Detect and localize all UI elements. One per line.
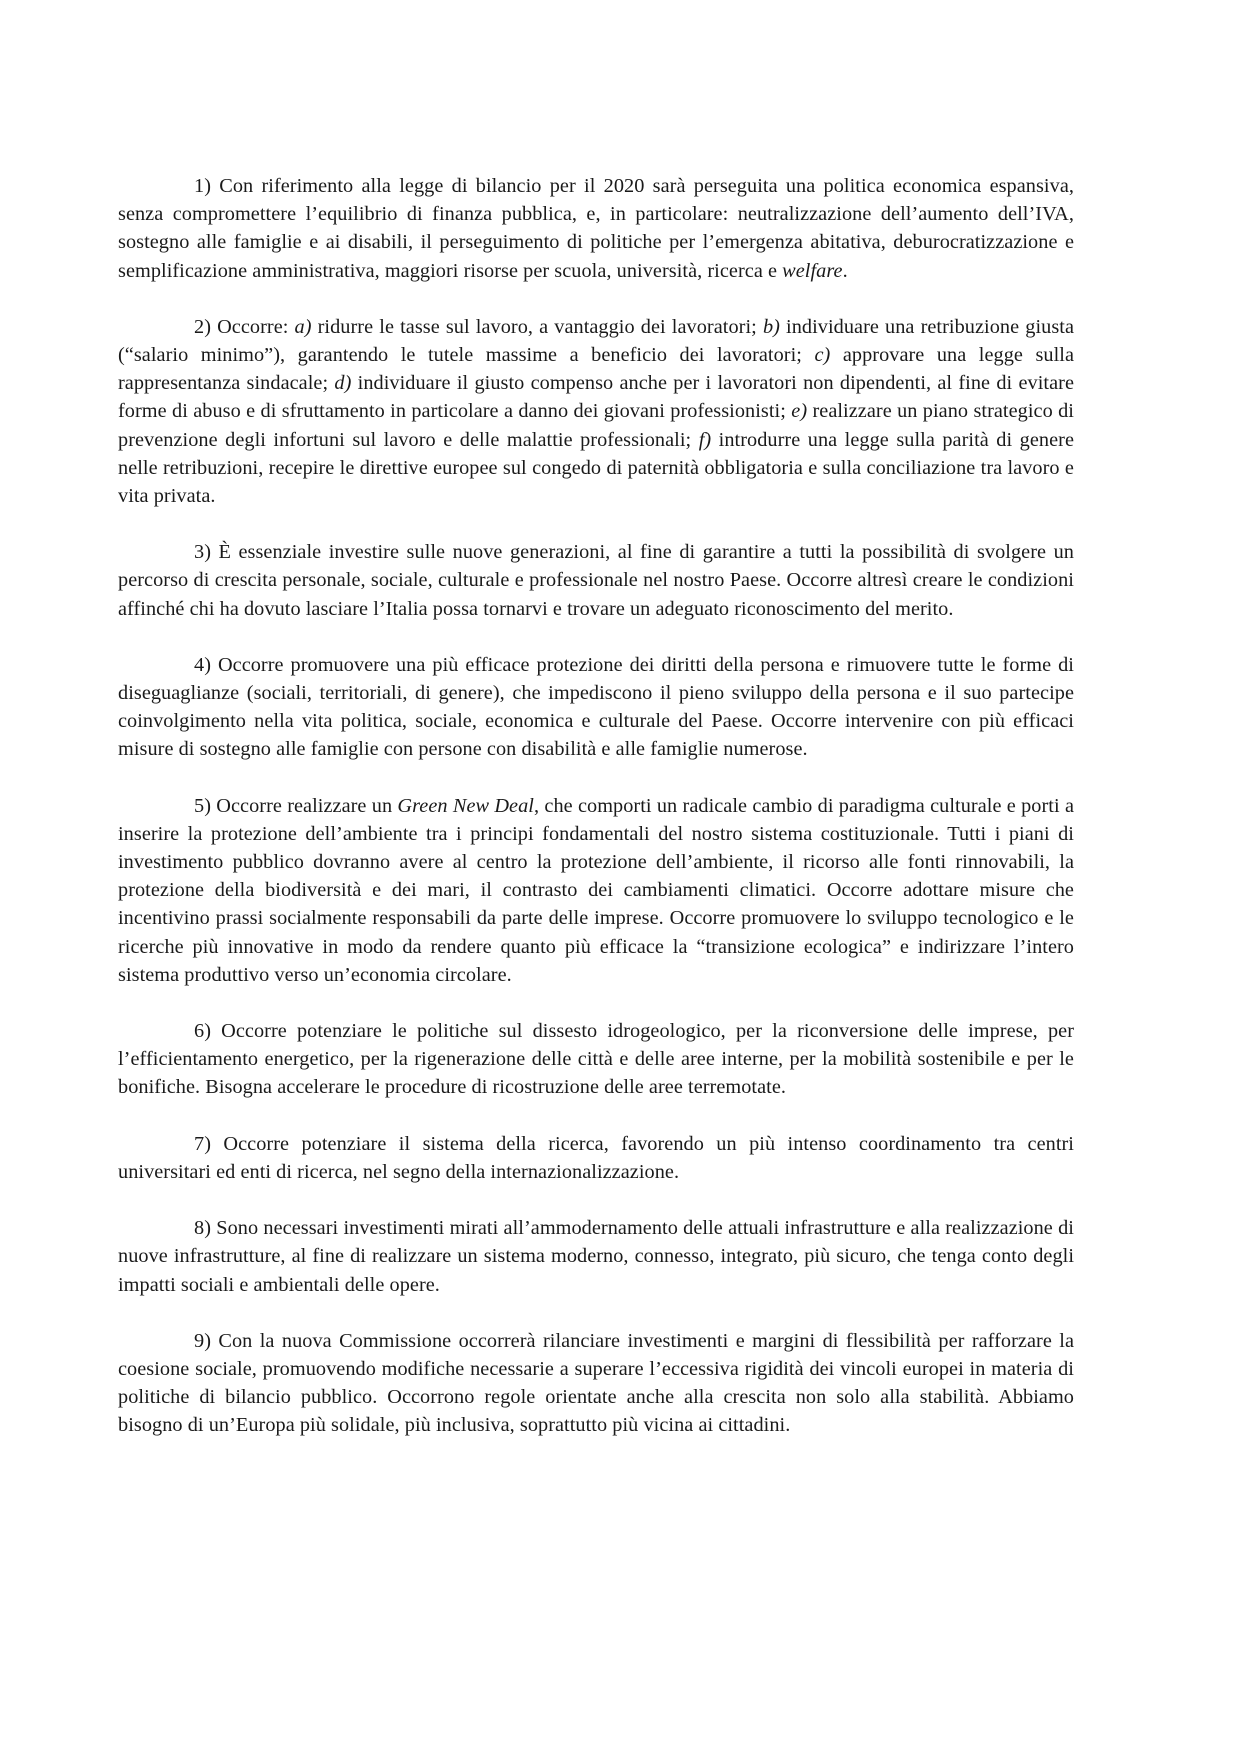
italic-text-run: Green New Deal bbox=[397, 794, 534, 817]
text-run: , che comporti un radicale cambio di paradigma culturale e porti a inserire la protezione dell’ambiente tra i principi fondamentali del nostro sistema costituzionale. Tutti i piani di investimento pubblico dovranno avere al centro la protezione dell’ambiente, il ricorso alle fonti rinnovabili, la protezione della biodiversità e dei mari, il contrasto dei cambiamenti climatici. Occorre adottare misure che incentivino prassi socialmente responsabili da parte delle imprese. Occorre promuovere lo sviluppo tecnologico e le ricerche più innovative in modo da rendere quanto più efficace la “transizione ecologica” e indirizzare l’intero sistema produttivo verso un’economia circolare. bbox=[118, 794, 1074, 986]
text-run: 8) Sono necessari investimenti mirati all’ammodernamento delle attuali infrastrutture e alla realizzazione di nuove infrastrutture, al fine di realizzare un sistema moderno, connesso, integrato, più sicuro, che tenga conto degli impatti sociali e ambientali delle opere. bbox=[118, 1217, 1074, 1296]
text-run: 2) Occorre: bbox=[194, 315, 295, 338]
text-run: realizzare un piano strategico di prevenzione degli infortuni sul lavoro e delle malattie professionali; bbox=[118, 400, 1074, 451]
paragraph-6 bbox=[118, 1017, 1074, 1102]
italic-text-run: b) bbox=[762, 315, 780, 338]
paragraph-4 bbox=[118, 651, 1074, 764]
text-run: 3) È essenziale investire sulle nuove generazioni, al fine di garantire a tutti la possibilità di svolgere un percorso di crescita personale, sociale, culturale e professionale nel nostro Paese. Occorre altresì creare le condizioni affinché chi ha dovuto lasciare l’Italia possa tornarvi e trovare un adeguato riconoscimento del merito. bbox=[118, 541, 1074, 620]
paragraph-8 bbox=[118, 1214, 1074, 1299]
text-run: 5) Occorre realizzare un bbox=[194, 794, 398, 817]
italic-text-run: a) bbox=[294, 315, 312, 338]
text-run: . bbox=[842, 259, 848, 282]
paragraph-2 bbox=[118, 313, 1074, 510]
text-run: 7) Occorre potenziare il sistema della ricerca, favorendo un più intenso coordinamento tra centri universitari ed enti di ricerca, nel segno della internazionalizzazione. bbox=[118, 1132, 1074, 1183]
italic-text-run: e) bbox=[791, 400, 808, 423]
text-run: individuare una retribuzione giusta (“salario minimo”), garantendo le tutele massime a beneficio dei lavoratori; bbox=[118, 315, 1075, 367]
text-run: individuare il giusto compenso anche per i lavoratori non dipendenti, al fine di evitare forme di abuso e di sfruttamento in particolare a danno dei giovani professionisti; bbox=[118, 372, 1074, 423]
text-run: 1) Con riferimento alla legge di bilancio per il 2020 sarà perseguita una politica economica espansiva, senza compromettere l’equilibrio di finanza pubblica, e, in particolare: neutralizzazione dell’aumento dell’IVA, sostegno alle famiglie e ai disabili, il perseguimento di politiche per l’emergenza abitativa, deburocratizzazione e semplificazione amministrativa, maggiori risorse per scuola, università, ricerca e bbox=[118, 175, 1074, 282]
text-run: introdurre una legge sulla parità di genere nelle retribuzioni, recepire le direttive europee sul congedo di paternità obbligatoria e sulla conciliazione tra lavoro e vita privata. bbox=[118, 428, 1075, 508]
text-run: 9) Con la nuova Commissione occorrerà rilanciare investimenti e margini di flessibilità per rafforzare la coesione sociale, promuovendo modifiche necessarie a superare l’eccessiva rigidità dei vincoli europei in materia di politiche di bilancio pubblico. Occorrono regole orientate anche alla crescita non solo alla stabilità. Abbiamo bisogno di un’Europa più solidale, più inclusiva, soprattutto più vicina ai cittadini. bbox=[118, 1329, 1074, 1437]
text-run: 4) Occorre promuovere una più efficace protezione dei diritti della persona e rimuovere tutte le forme di diseguaglianze (sociali, territoriali, di genere), che impediscono il pieno sviluppo della persona e il suo partecipe coinvolgimento nella vita politica, sociale, economica e culturale del Paese. Occorre intervenire con più efficaci misure di sostegno alle famiglie con persone con disabilità e alle famiglie numerose. bbox=[118, 653, 1074, 761]
paragraph-5 bbox=[118, 792, 1074, 989]
paragraph-7 bbox=[118, 1130, 1074, 1186]
paragraph-1 bbox=[118, 172, 1074, 285]
text-run: 6) Occorre potenziare le politiche sul dissesto idrogeologico, per la riconversione delle imprese, per l’efficientamento energetico, per la rigenerazione delle città e delle aree interne, per la mobilità sostenibile e per le bonifiche. Bisogna accelerare le procedure di ricostruzione delle aree terremotate. bbox=[118, 1020, 1074, 1099]
text-run: ridurre le tasse sul lavoro, a vantaggio dei lavoratori; bbox=[311, 315, 763, 338]
italic-text-run: d) bbox=[334, 372, 352, 395]
italic-text-run: f) bbox=[698, 428, 712, 451]
paragraph-3 bbox=[118, 538, 1074, 623]
document-page bbox=[118, 172, 1074, 1440]
italic-text-run: c) bbox=[814, 344, 831, 367]
italic-text-run: welfare bbox=[782, 259, 843, 282]
paragraph-9 bbox=[118, 1327, 1074, 1440]
text-run: approvare una legge sulla rappresentanza sindacale; bbox=[118, 344, 1074, 395]
